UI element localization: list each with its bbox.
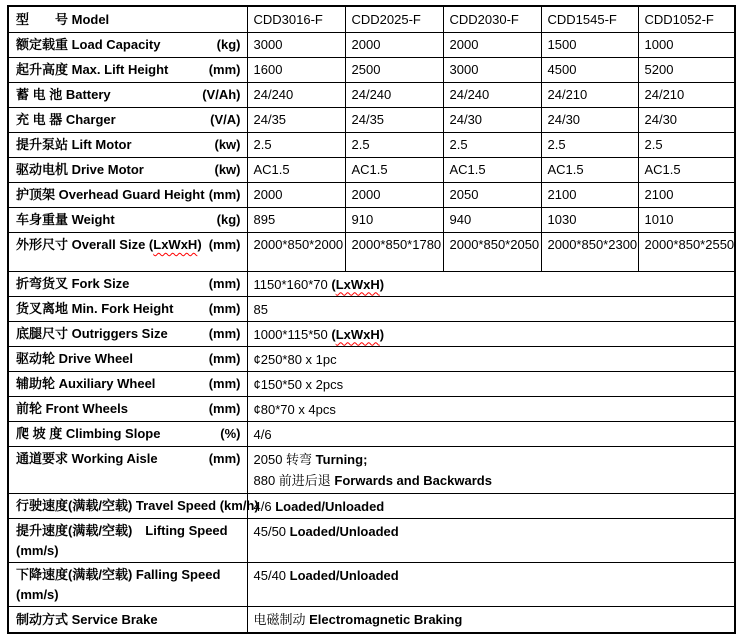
value-line [254,521,730,542]
value-line [254,496,730,517]
row-unit: (mm) [208,276,241,291]
model-value-cell: 2050 [443,183,541,208]
model-value-cell: 24/240 [443,83,541,108]
row-unit: (kw) [214,162,241,177]
model-value-cell: 24/30 [638,108,735,133]
text-segment: ) [379,276,385,292]
spec-label [16,399,242,419]
text-segment: 85 [253,301,268,317]
model-value-cell: 1030 [541,208,638,233]
text-segment: 4/6 [253,498,276,514]
spec-label-cell [8,83,247,108]
text-segment: 护顶架 Overhead Guard Height [16,187,205,202]
row-unit: (kg) [216,37,241,52]
model-value-cell: 2000*850*2050 [443,233,541,272]
merged-value-cell [247,607,735,634]
row-unit: (mm) [208,401,241,416]
merged-value-cell [247,397,735,422]
row-label-text [16,60,168,80]
model-value-cell: CDD1545-F [541,6,638,33]
spec-row-merged [8,494,735,519]
row-unit: (mm) [208,187,241,202]
model-value-cell: 24/35 [247,108,345,133]
text-segment: Forwards and Backwards [334,473,492,488]
spec-label-cell [8,447,247,494]
model-value-cell: 24/30 [541,108,638,133]
model-value-cell: 24/240 [345,83,443,108]
text-segment: 车身重量 Weight [16,212,115,227]
model-value-cell: 4500 [541,58,638,83]
spec-label-cell [8,347,247,372]
model-value-cell: 3000 [443,58,541,83]
row-label-text [16,135,132,155]
merged-value-cell [247,347,735,372]
row-label-text [16,85,111,105]
model-value-cell: 895 [247,208,345,233]
spec-label [16,110,242,130]
forklift-spec-table [7,5,736,634]
value-line [254,609,730,630]
text-segment: 1150*160*70 [253,276,332,292]
model-value-cell: 2000*850*2550 [638,233,735,272]
spec-row-merged [8,607,735,634]
spec-label [16,210,242,230]
spec-label-cell [8,322,247,347]
text-segment: Turning; [315,452,368,467]
text-segment: 蓄 电 池 Battery [16,87,111,102]
merged-value-cell [247,322,735,347]
spec-label-cell [8,519,247,563]
text-segment: 行驶速度(满载/空载) Travel Speed (km/h) [16,498,259,513]
value-line [254,349,730,370]
row-label-text [16,274,129,294]
spec-row [8,108,735,133]
row-unit: (mm) [208,62,241,77]
value-line [254,374,730,395]
text-segment: LxWxH [335,276,380,292]
row-label-text [16,424,160,444]
row-unit: (mm) [208,237,241,252]
text-segment: 起升高度 Max. Lift Height [16,62,169,77]
text-segment: LxWxH [335,326,380,342]
spec-row [8,58,735,83]
model-value-cell: 2.5 [541,133,638,158]
row-unit: (kw) [214,137,241,152]
row-unit: (mm) [208,376,241,391]
row-label-text [16,299,173,319]
model-value-cell: AC1.5 [443,158,541,183]
spec-label [16,374,242,394]
text-segment: 下降速度(满载/空载) Falling Speed [16,567,221,582]
model-value-cell: 2.5 [443,133,541,158]
row-label-text [16,35,160,55]
spec-row-merged [8,563,735,607]
spec-label-cell [8,297,247,322]
spec-label [16,424,242,444]
model-value-cell: 24/210 [638,83,735,108]
model-value-cell: 2.5 [345,133,443,158]
spec-label [16,449,242,469]
model-value-cell: CDD2025-F [345,6,443,33]
spec-label [16,521,242,541]
spec-label [16,135,242,155]
text-segment: ¢150*50 x 2pcs [253,376,344,392]
spec-label [16,35,242,55]
spec-table-body [8,6,735,633]
text-segment: LxWxH [153,237,198,252]
spec-label [16,235,242,255]
model-value-cell: AC1.5 [638,158,735,183]
spec-row [8,6,735,33]
row-label-text [16,324,168,344]
spec-label-cell [8,422,247,447]
spec-row [8,33,735,58]
text-segment: 通道要求 Working Aisle [16,451,158,466]
model-value-cell: CDD3016-F [247,6,345,33]
row-label-text [16,449,158,469]
value-line [254,324,730,345]
row-label-line2: (mm/s) [16,543,59,558]
row-unit: (V/Ah) [202,87,241,102]
text-segment: 电磁制动 [253,612,310,627]
row-label-text [16,349,133,369]
text-segment: 外形尺寸 Overall Size ( [16,237,154,252]
row-unit: (mm) [208,351,241,366]
text-segment: Electromagnetic Braking [309,612,463,627]
spec-label [16,299,242,319]
row-label-text [16,210,115,230]
row-unit: (mm) [208,326,241,341]
row-label-text [16,374,155,394]
model-value-cell: 2.5 [638,133,735,158]
model-value-cell: 1000 [638,33,735,58]
row-label-text [16,399,128,419]
model-value-cell: CDD1052-F [638,6,735,33]
model-value-cell: 24/210 [541,83,638,108]
model-value-cell: 24/30 [443,108,541,133]
spec-label [16,610,242,630]
spec-label [16,565,242,585]
merged-value-cell [247,272,735,297]
model-value-cell: 2000*850*2000 [247,233,345,272]
merged-value-cell [247,422,735,447]
spec-label [16,274,242,294]
spec-label-cell [8,372,247,397]
row-label-text [16,521,228,541]
text-segment: ) [197,237,202,252]
merged-value-cell [247,447,735,494]
spec-label-cell [8,607,247,634]
spec-label [16,496,259,516]
text-segment: 制动方式 Service Brake [16,611,158,627]
text-segment: 货叉离地 Min. Fork Height [16,301,174,316]
row-unit: (%) [220,426,241,441]
row-unit: (V/A) [210,112,241,127]
model-value-cell: 2000 [247,183,345,208]
model-value-cell: AC1.5 [541,158,638,183]
text-segment: 爬 坡 度 Climbing Slope [16,426,161,441]
spec-label [16,324,242,344]
text-segment: 45/40 [253,568,290,583]
spec-label-cell [8,183,247,208]
text-segment: 折弯货叉 Fork Size [16,276,130,291]
text-segment: Loaded/Unloaded [275,498,385,514]
spec-label [16,185,242,205]
row-label-line2: (mm/s) [16,587,59,602]
text-segment: ¢250*80 x 1pc [253,351,337,367]
model-value-cell: 2000*850*2300 [541,233,638,272]
model-value-cell: 2000 [345,183,443,208]
spec-row [8,158,735,183]
spec-label [16,10,242,30]
merged-value-cell [247,297,735,322]
text-segment: 提升速度(满载/空载) Lifting Speed [16,523,228,538]
model-value-cell: 2000 [345,33,443,58]
text-segment: 充 电 器 Charger [16,112,116,127]
row-label-text [16,10,109,30]
spec-label [16,85,242,105]
spec-row-merged [8,397,735,422]
spec-row-merged [8,372,735,397]
text-segment: Loaded/Unloaded [289,524,399,539]
spec-row [8,183,735,208]
model-value-cell: 2100 [541,183,638,208]
value-line [254,470,730,491]
spec-label-cell [8,158,247,183]
merged-value-cell [247,494,735,519]
spec-label-cell [8,133,247,158]
spec-row-merged [8,447,735,494]
spec-row-merged [8,519,735,563]
spec-row [8,133,735,158]
spec-label-cell [8,6,247,33]
text-segment: Loaded/Unloaded [289,568,399,583]
row-label-text [16,610,158,630]
spec-row-merged [8,297,735,322]
model-value-cell: 2100 [638,183,735,208]
value-line [254,399,730,420]
merged-value-cell [247,563,735,607]
text-segment: 提升泵站 Lift Motor [16,137,132,152]
model-value-cell: 5200 [638,58,735,83]
value-line [254,449,730,470]
spec-label [16,60,242,80]
row-label-text [16,565,220,585]
text-segment: 45/50 [253,524,290,539]
row-unit: (kg) [216,212,241,227]
model-value-cell: 2.5 [247,133,345,158]
spec-label-cell [8,397,247,422]
spec-row [8,233,735,272]
text-segment: 额定载重 Load Capacity [16,37,161,52]
model-value-cell: 2000*850*1780 [345,233,443,272]
text-segment: 型 号 Model [16,11,110,27]
value-line [254,565,730,586]
spec-label-cell [8,208,247,233]
text-segment: ( [331,326,336,342]
text-segment: ¢80*70 x 4pcs [253,401,336,417]
text-segment: 底腿尺寸 Outriggers Size [16,326,168,341]
model-value-cell: 24/240 [247,83,345,108]
spec-row-merged [8,272,735,297]
model-value-cell: 940 [443,208,541,233]
model-value-cell: 24/35 [345,108,443,133]
merged-value-cell [247,372,735,397]
row-label-text [16,160,144,180]
spec-label [16,349,242,369]
spec-row [8,83,735,108]
text-segment: 驱动电机 Drive Motor [16,162,144,177]
model-value-cell: 1500 [541,33,638,58]
value-line [254,424,730,445]
row-label-text [16,235,202,255]
text-segment: 4/6 [253,426,272,442]
row-label-text [16,185,205,205]
model-value-cell: 1010 [638,208,735,233]
spec-label-cell [8,563,247,607]
row-label-text [16,496,259,516]
model-value-cell: AC1.5 [345,158,443,183]
text-segment: ( [331,276,336,292]
model-value-cell: 2000 [443,33,541,58]
text-segment: 辅助轮 Auxiliary Wheel [16,376,156,391]
model-value-cell: 1600 [247,58,345,83]
text-segment: 前轮 Front Wheels [16,401,128,416]
spec-label-cell [8,272,247,297]
text-segment: 1000*115*50 [253,326,332,342]
merged-value-cell [247,519,735,563]
row-label-text [16,110,116,130]
spec-row-merged [8,422,735,447]
model-value-cell: 3000 [247,33,345,58]
value-line [254,299,730,320]
model-value-cell: CDD2030-F [443,6,541,33]
model-value-cell: 910 [345,208,443,233]
spec-row-merged [8,322,735,347]
spec-label-cell [8,33,247,58]
model-value-cell: AC1.5 [247,158,345,183]
text-segment: ) [379,326,385,342]
model-value-cell: 2500 [345,58,443,83]
spec-label-cell [8,58,247,83]
row-unit: (mm) [208,451,241,466]
text-segment: 880 前进后退 [253,473,335,488]
spec-row [8,208,735,233]
spec-label-cell [8,233,247,272]
spec-label-cell [8,494,259,519]
value-line [254,274,730,295]
spec-row-merged [8,347,735,372]
text-segment: 2050 转弯 [253,452,316,467]
row-unit: (mm) [208,301,241,316]
text-segment: 驱动轮 Drive Wheel [16,351,134,366]
spec-label-cell [8,108,247,133]
spec-label [16,160,242,180]
